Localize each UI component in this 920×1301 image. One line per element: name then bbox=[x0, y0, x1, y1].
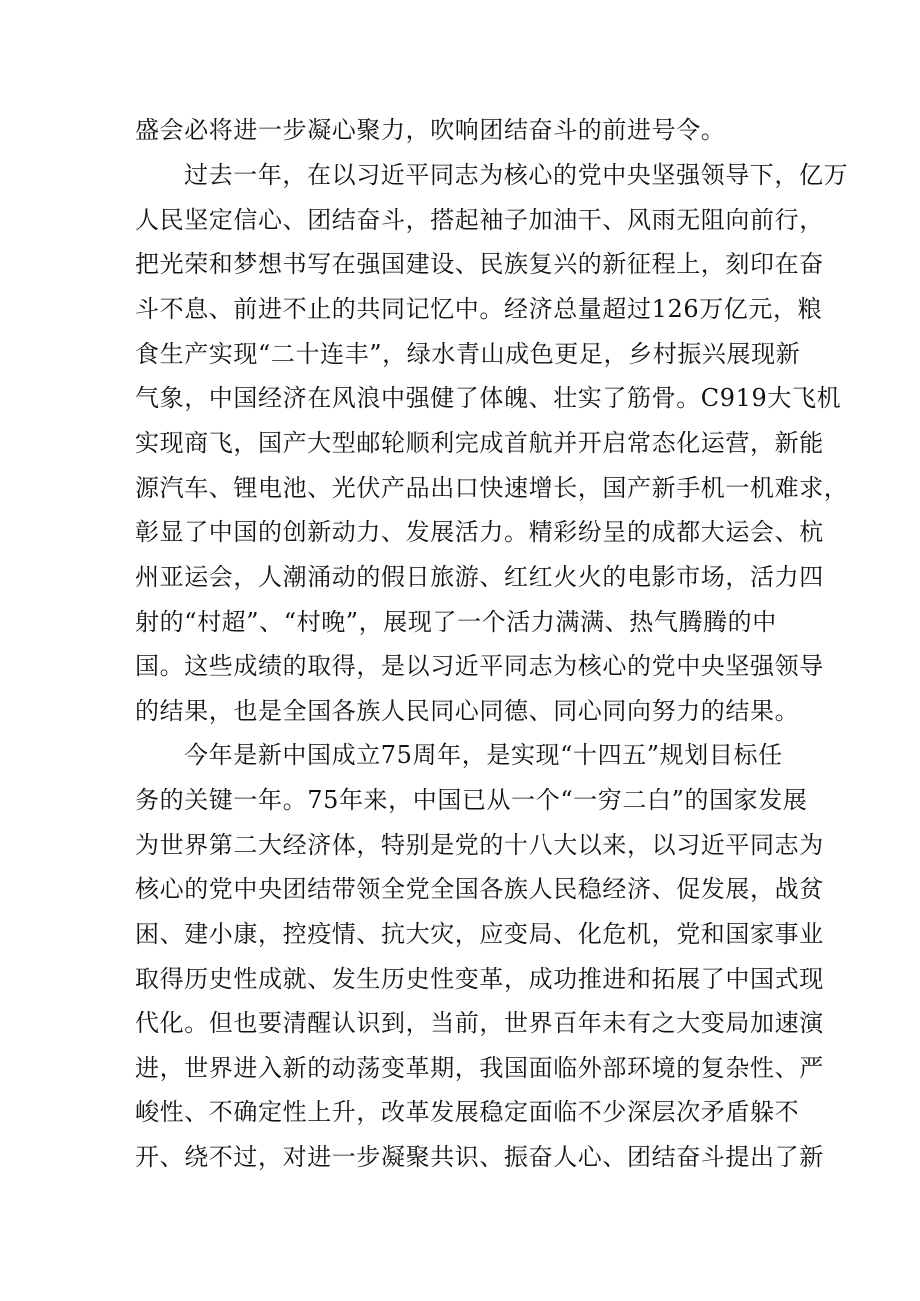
paragraph-line: 代化。但也要清醒认识到，当前，世界百年未有之大变局加速演 bbox=[135, 1009, 824, 1037]
paragraph-line: 开、绕不过，对进一步凝聚共识、振奋人心、团结奋斗提出了新 bbox=[135, 1143, 824, 1171]
paragraph-line: 国。这些成绩的取得，是以习近平同志为核心的党中央坚强领导 bbox=[135, 652, 824, 680]
paragraph-line: 射的“村超”、“村晚”，展现了一个活力满满、热气腾腾的中 bbox=[135, 608, 777, 636]
paragraph-line: 彰显了中国的创新动力、发展活力。精彩纷呈的成都大运会、杭 bbox=[135, 518, 824, 546]
paragraph-line: 源汽车、锂电池、光伏产品出口快速增长，国产新手机一机难求， bbox=[135, 474, 849, 502]
paragraph-line: 州亚运会，人潮涌动的假日旅游、红红火火的电影市场，活力四 bbox=[135, 563, 824, 591]
paragraph-line: 实现商飞，国产大型邮轮顺利完成首航并开启常态化运营，新能 bbox=[135, 429, 824, 457]
paragraph-line: 困、建小康，控疫情、抗大灾，应变局、化危机，党和国家事业 bbox=[135, 920, 824, 948]
paragraph-line: 过去一年，在以习近平同志为核心的党中央坚强领导下，亿万 bbox=[184, 161, 849, 189]
paragraph-line: 核心的党中央团结带领全党全国各族人民稳经济、促发展，战贫 bbox=[135, 875, 824, 903]
paragraph-line: 气象，中国经济在风浪中强健了体魄、壮实了筋骨。C919大飞机 bbox=[135, 384, 842, 412]
paragraph-line: 峻性、不确定性上升，改革发展稳定面临不少深层次矛盾躲不 bbox=[135, 1098, 800, 1126]
paragraph-line: 人民坚定信心、团结奋斗，搭起袖子加油干、风雨无阻向前行， bbox=[135, 206, 824, 234]
paragraph-line: 今年是新中国成立75周年，是实现“十四五”规划目标任 bbox=[184, 741, 783, 769]
paragraph-line: 盛会必将进一步凝心聚力，吹响团结奋斗的前进号令。 bbox=[135, 116, 726, 144]
paragraph-line: 进，世界进入新的动荡变革期，我国面临外部环境的复杂性、严 bbox=[135, 1054, 824, 1082]
paragraph-line: 为世界第二大经济体，特别是党的十八大以来，以习近平同志为 bbox=[135, 831, 824, 859]
paragraph-line: 把光荣和梦想书写在强国建设、民族复兴的新征程上，刻印在奋 bbox=[135, 250, 824, 278]
paragraph-line: 食生产实现“二十连丰”，绿水青山成色更足，乡村振兴展现新 bbox=[135, 340, 801, 368]
paragraph-line: 斗不息、前进不止的共同记忆中。经济总量超过126万亿元，粮 bbox=[135, 295, 823, 323]
paragraph-line: 务的关键一年。75年来，中国已从一个“一穷二白”的国家发展 bbox=[135, 786, 808, 814]
paragraph-line: 取得历史性成就、发生历史性变革，成功推进和拓展了中国式现 bbox=[135, 965, 824, 993]
paragraph-line: 的结果，也是全国各族人民同心同德、同心同向努力的结果。 bbox=[135, 697, 800, 725]
